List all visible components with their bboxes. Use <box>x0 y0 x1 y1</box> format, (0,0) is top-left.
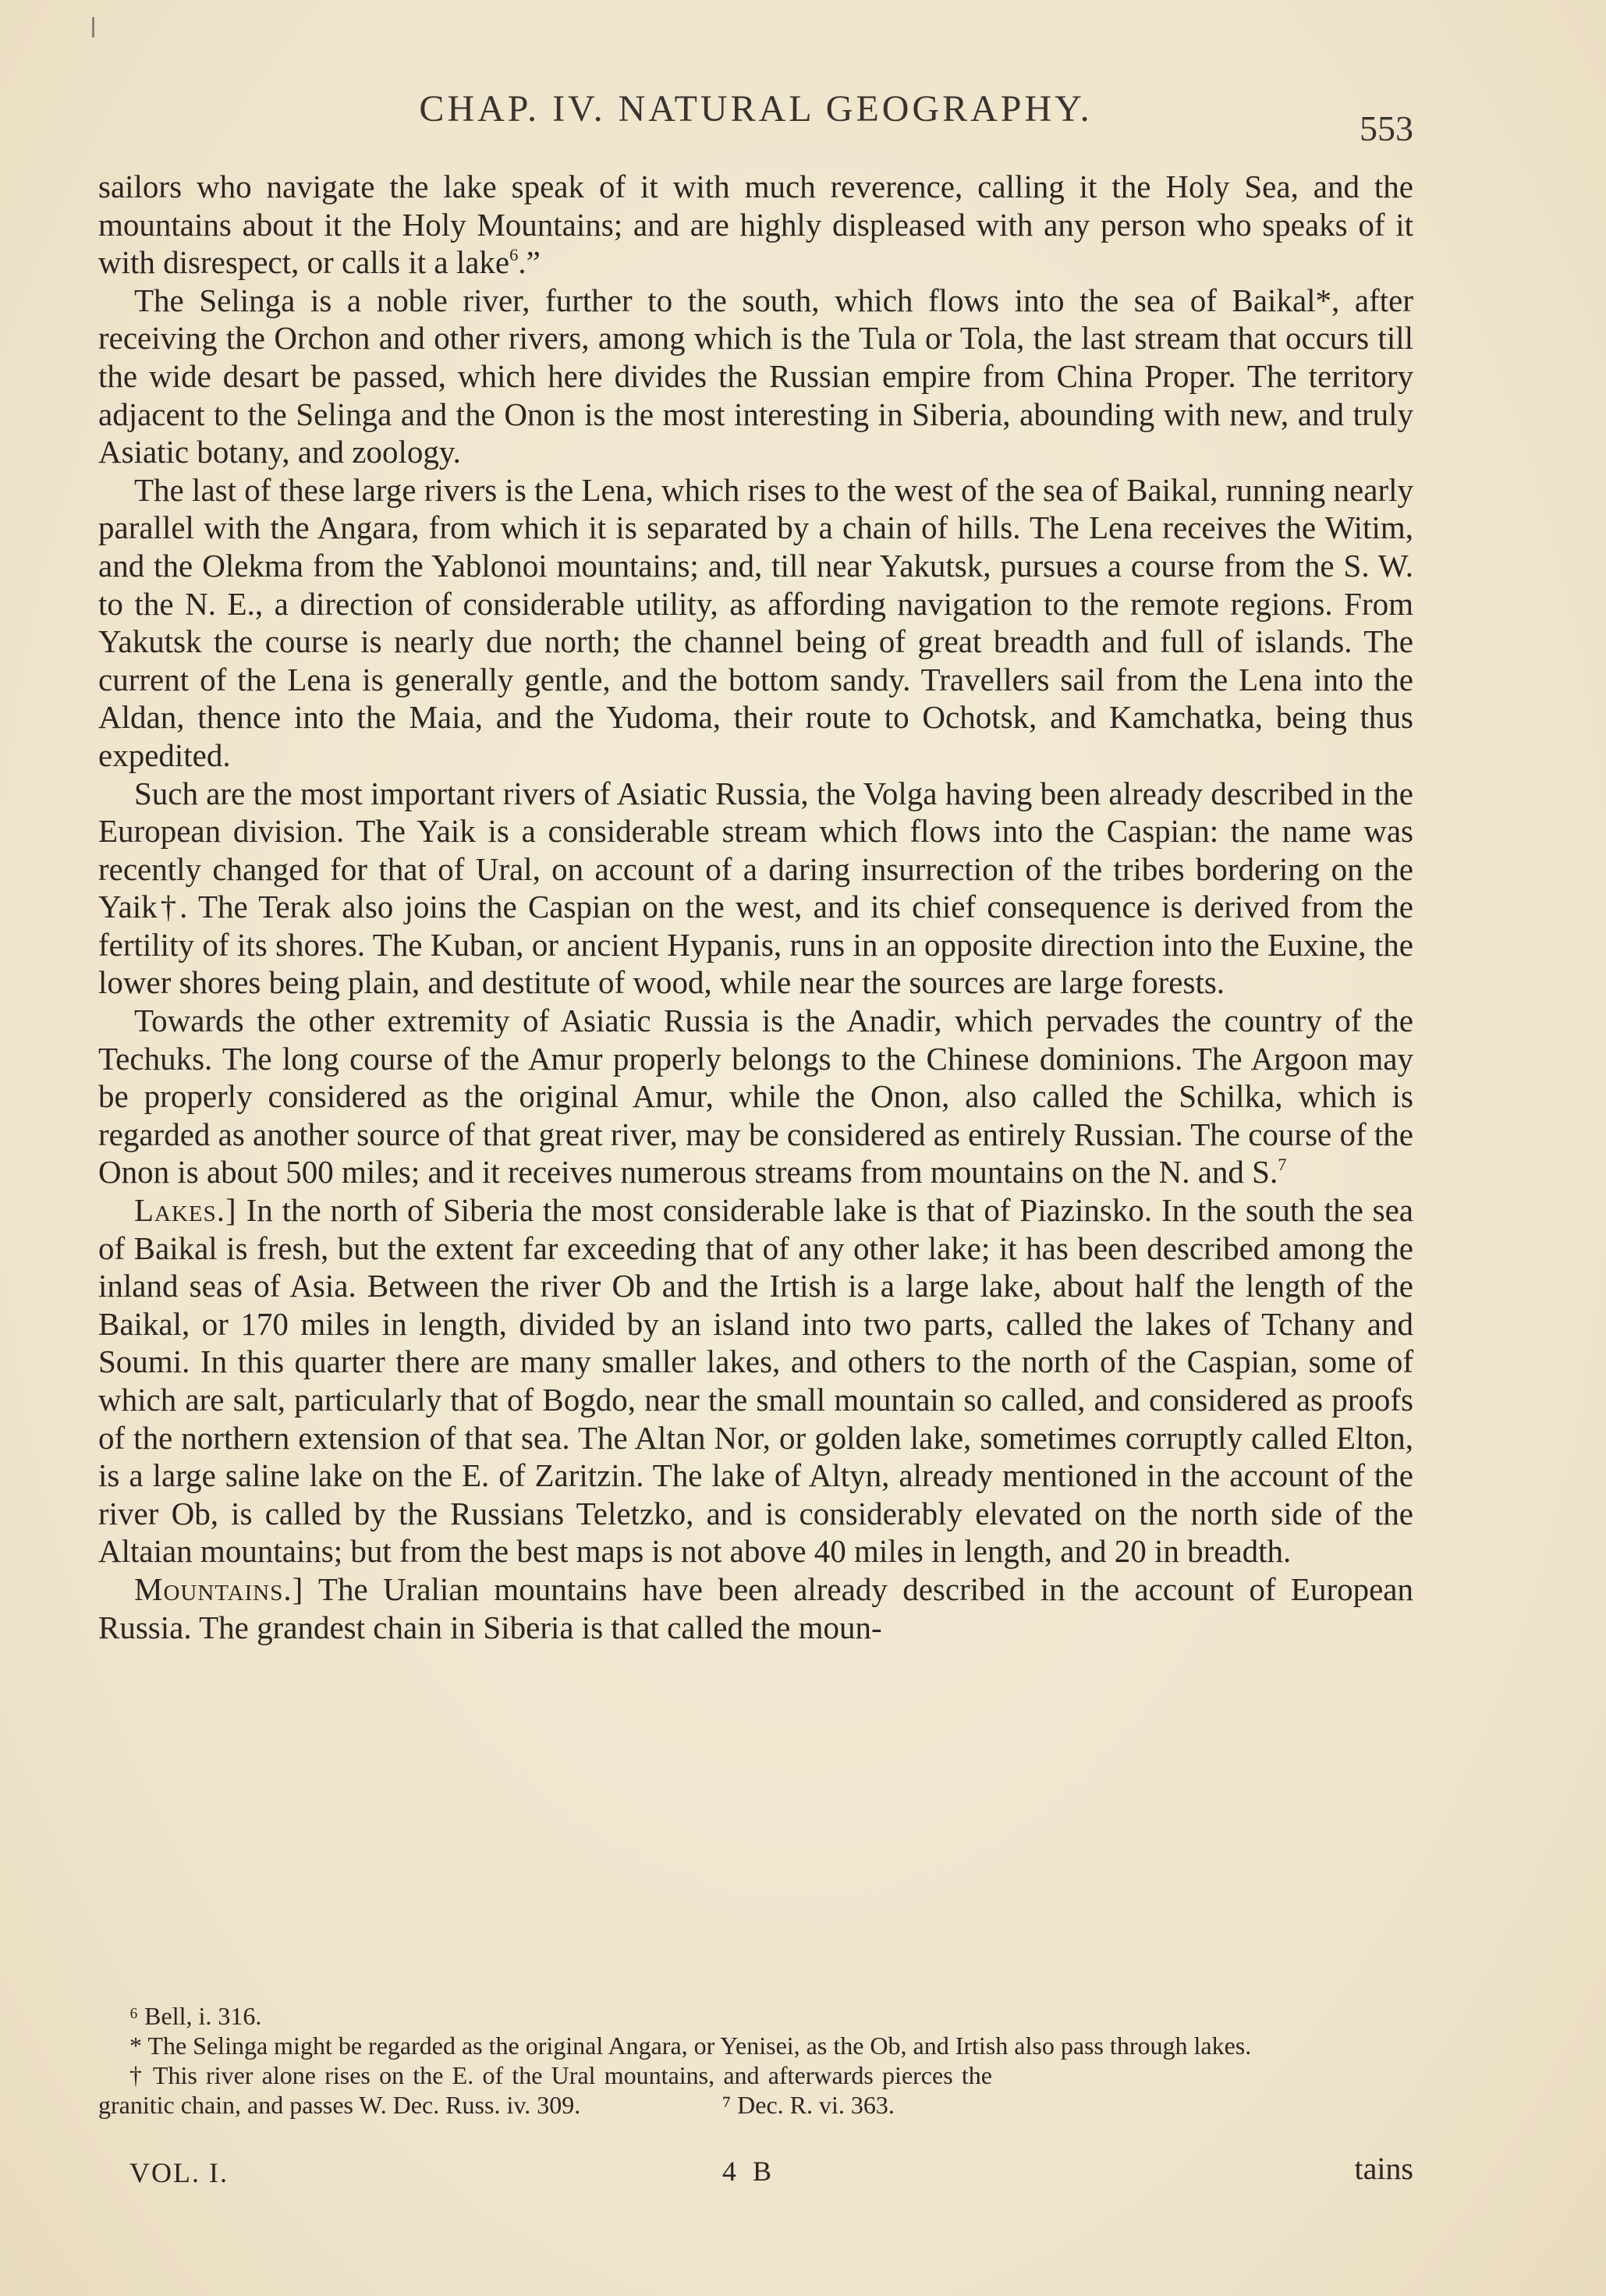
margin-mark <box>92 17 94 37</box>
footnote-ref-7: 7 <box>1278 1155 1287 1175</box>
page-header <box>98 87 1413 148</box>
paragraph-1 <box>98 168 1413 282</box>
paragraph-mountains-text: The Uralian mountains have been already described in the account of European Russia. The grandest chain in Siberia is that called the moun- <box>98 1570 1413 1645</box>
section-heading-mountains: Mountains.] <box>134 1570 304 1607</box>
page-number: 553 <box>1360 108 1413 148</box>
footnote-star: * The Selinga might be regarded as the original Angara, or Yenisei, as the Ob, and Irtish also pass through lakes. <box>129 2032 1252 2060</box>
footnote-ref-star: * <box>1315 282 1332 318</box>
footnotes <box>98 2001 1413 2120</box>
paragraph-anadir <box>98 1002 1413 1191</box>
paragraph-anadir-text: Towards the other extremity of Asiatic Russia is the Anadir, which pervades the country of the Techuks. The long course of the Amur properly belongs to the Chinese dominions. The Argoon may be properly considered as the original Amur, while the Onon, also called the Schilka, which is regarded as another source of that great river, may be considered as entirely Russian. The course of the Onon is about 500 miles; and it receives numerous streams from mountains on the N. and S. <box>98 1003 1413 1191</box>
paragraph-mountains <box>98 1570 1413 1646</box>
paragraph-lakes-text: In the north of Siberia the most considerable lake is that of Piazinsko. In the south the sea of Baikal is fresh, but the extent far exceeding that of any other lake; it has been described among the inland seas of Asia. Between the river Ob and the Irtish is a large lake, about half the length of the Baikal, or 170 miles in length, divided by an island into two parts, called the lakes of Tchany and Soumi. In this quarter there are many smaller lakes, and others to the north of the Caspian, some of which are salt, particularly that of Bogdo, near the small mountain so called, and considered as proofs of the northern extension of that sea. The Altan Nor, or golden lake, sometimes corruptly called Elton, is a large saline lake on the E. of Zaritzin. The lake of Altyn, already mentioned in the account of the river Ob, is called by the Russians Teletzko, and is considerably elevated on the north side of the Altaian mountains; but from the best maps is not above 40 miles in length, and 20 in breadth. <box>98 1192 1413 1570</box>
footnote-ref-6: 6 <box>509 245 519 265</box>
page-footer <box>98 2150 1413 2189</box>
footnote-6: ⁶ Bell, i. 316. <box>129 2002 262 2030</box>
paragraph-selinga-text-a: The Selinga is a noble river, further to the south, which flows into the sea of Baikal <box>134 282 1316 318</box>
signature-mark: 4 B <box>722 2156 777 2187</box>
catchword: tains <box>1354 2151 1413 2186</box>
section-heading-lakes: Lakes.] <box>134 1192 237 1229</box>
volume-label: VOL. I. <box>129 2157 229 2188</box>
running-head: CHAP. IV. NATURAL GEOGRAPHY. <box>419 88 1093 130</box>
paragraph-lena: The last of these large rivers is the Lena, which rises to the west of the sea of Baikal, running nearly parallel with the Angara, from which it is separated by a chain of hills. The Lena receives the Witim, and the Olekma from the Yablonoi mountains; and, till near Yakutsk, pursues a course from the S. W. to the N. E., a direction of considerable utility, as affording navigation to the remote regions. From Yakutsk the course is nearly due north; the channel being of great breadth and full of islands. The current of the Lena is generally gentle, and the bottom sandy. Travellers sail from the Lena into the Aldan, thence into the Maia, and the Yudoma, their route to Ochotsk, and Kamchatka, being thus expedited. <box>98 471 1413 773</box>
paragraph-rivers <box>98 775 1413 1003</box>
footnote-ref-dagger: † <box>157 889 180 925</box>
paragraph-1-end: .” <box>518 244 541 281</box>
paragraph-1-text: sailors who navigate the lake speak of it with much reverence, calling it the Holy Sea, and the mountains about it the Holy Mountains; and are highly displeased with any person who speaks of it with disrespect, or calls it a lake <box>98 169 1413 281</box>
body-text <box>98 168 1413 1646</box>
paragraph-lakes <box>98 1191 1413 1570</box>
paragraph-selinga <box>98 282 1413 471</box>
paragraph-selinga-text-b: , after receiving the Orchon and other rivers, among which is the Tula or Tola, the last stream that occurs till the wide desart be passed, which here divides the Russian empire from China Proper. The territory adjacent to the Selinga and the Onon is the most interesting in Siberia, abounding with new, and truly Asiatic botany, and zoology. <box>98 282 1413 470</box>
paragraph-rivers-text-b: . The Terak also joins the Caspian on the west, and its chief consequence is derived from the fertility of its shores. The Kuban, or ancient Hypanis, runs in an opposite direction into the Euxine, the lower shores being plain, and destitute of wood, while near the sources are large forests. <box>98 889 1413 1001</box>
paragraph-rivers-text-a: Such are the most important rivers of Asiatic Russia, the Volga having been already described in the European division. The Yaik is a considerable stream which flows into the Caspian: the name was recently changed for that of Ural, on account of a daring insurrection of the tribes bordering on the Yaik <box>98 775 1413 925</box>
footnote-dagger: † This river alone rises on the E. of the Ural mountains, and afterwards pierces the granitic chain, and passes W. Dec. Russ. iv. 309. <box>98 2061 992 2119</box>
footnote-7: ⁷ Dec. R. vi. 363. <box>722 2091 895 2119</box>
